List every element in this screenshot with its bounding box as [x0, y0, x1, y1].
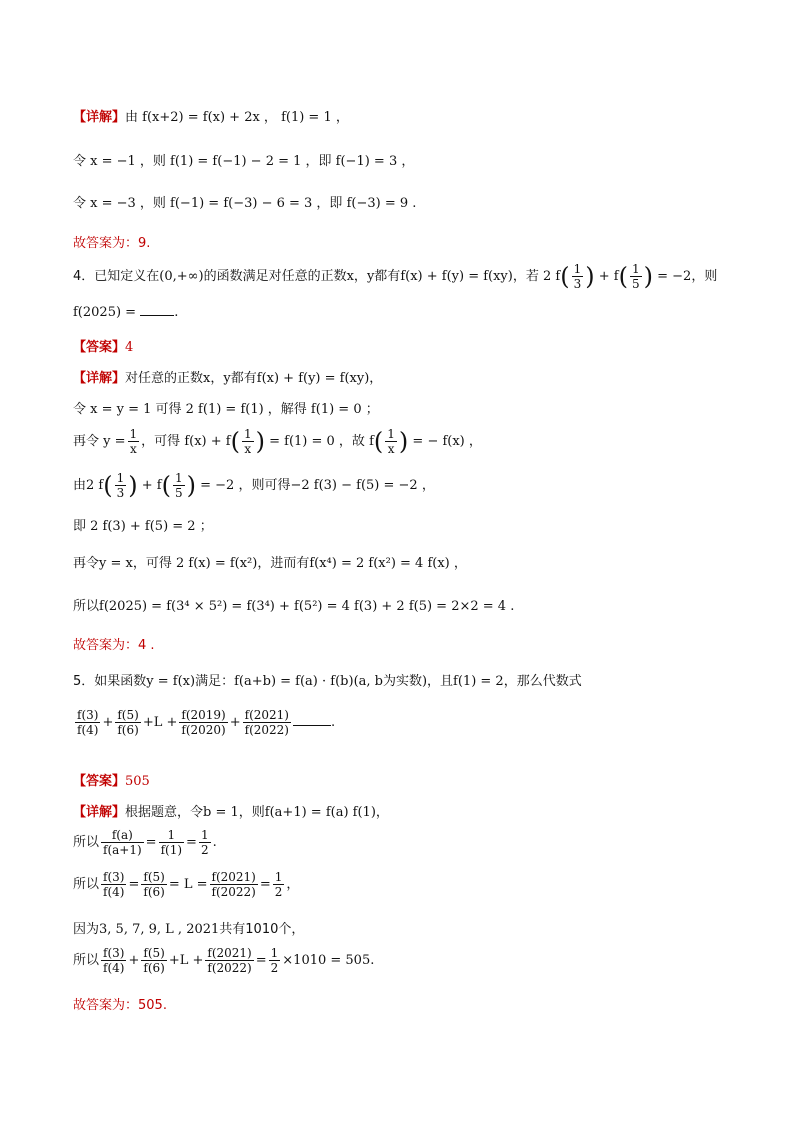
q4-frac-one-third: $\frac{1}{3}$	[573, 262, 582, 291]
q4-answer-line	[73, 336, 133, 355]
frac-one-fifth: $\frac{1}{5}$	[174, 471, 183, 500]
q5-stem-line: 5．如果函数y = f(x)满足：f(a+b) = f(a) · f(b)(a, b为实数)，且f(1) = 2，那么代数式	[73, 674, 582, 689]
q4-stem-text-d: 都有	[374, 269, 401, 284]
q5-detail-line-3: 所以 $\frac{f(3)}{f(4)}$ = $\frac{f(5)}{f(6)}$ = L = $\frac{f(2021)}{f(2022)}$ = $\frac{1}{2}$ ，	[73, 870, 300, 899]
q4-detail-line-1: 【详解】对任意的正数x，y都有f(x) + f(y) = f(xy)，	[73, 371, 383, 386]
q4-detail-line-4: 由2 f( $\frac{1}{3}$ ) + f( $\frac{1}{5}$ ) = −2 ，则可得−2 f(3) − f(5) = −2 ，	[73, 471, 435, 500]
frac-f3-f4: $\frac{f(3)}{f(4)}$	[77, 708, 99, 737]
frac-1-over-x: $\frac{1}{x}$	[243, 427, 252, 456]
frac-1-over-x: $\frac{1}{x}$	[129, 427, 138, 456]
q4-var-x: x	[346, 269, 354, 284]
frac-f2019-f2020: $\frac{f(2019)}{f(2020)}$	[181, 708, 226, 737]
q4-then: ，则	[691, 269, 718, 284]
q4-two-f: 2 f	[543, 269, 561, 284]
q4-final-answer: 故答案为：4 .	[73, 638, 155, 653]
q4-answer-value: 4	[125, 340, 134, 355]
frac-f2021-f2022: $\frac{f(2021)}{f(2022)}$	[244, 708, 289, 737]
q5-answer-line	[73, 770, 150, 789]
q4-frac-one-fifth: $\frac{1}{5}$	[631, 262, 640, 291]
q4-functional-eq: f(x) + f(y) = f(xy)	[400, 269, 513, 284]
frac-1-over-x: $\frac{1}{x}$	[387, 427, 395, 456]
frac-f5-f6: $\frac{f(5)}{f(6)}$	[117, 708, 139, 737]
q4-detail-line-5: 即 2 f(3) + f(5) = 2 ；	[73, 519, 213, 534]
q4-detail-line-7: 所以f(2025) = f(3⁴ × 5²) = f(3⁴) + f(5²) = 4 f(3) + 2 f(5) = 2×2 = 4 .	[73, 599, 515, 614]
q5-detail-line-4: 因为3, 5, 7, 9, L , 2021共有1010个，	[73, 922, 305, 937]
q4-domain: (0,+∞)	[159, 269, 204, 284]
detail-tag: 【详解】	[73, 805, 126, 820]
q4-stem-text-e: ，若	[512, 269, 539, 284]
answer-blank	[140, 303, 174, 316]
q5-detail-line-2: 所以 $\frac{f(a)}{f(a+1)}$ = $\frac{1}{f(1)}$ = $\frac{1}{2}$ .	[73, 828, 217, 857]
q5-detail-line-1: 【详解】根据题意，令b = 1，则f(a+1) = f(a) f(1)，	[73, 805, 389, 820]
q3-line-3: 令 x = −3 ，则 f(−1) = f(−3) − 6 = 3 ，即 f(−3) = 9 .	[73, 196, 417, 211]
q4-stem-line: 4．已知定义在(0,+∞)的函数满足对任意的正数x，y都有f(x) + f(y) = f(xy)，若 2 f( $\frac{1}{3}$ ) + f( $\frac{1}{5}$ ) = −2，则	[73, 262, 718, 291]
q4-f2025: f(2025) =	[73, 305, 137, 320]
q5-detail-line-5: 所以 $\frac{f(3)}{f(4)}$ + $\frac{f(5)}{f(6)}$ +L + $\frac{f(2021)}{f(2022)}$ = $\frac{1}{2}$ ×1010 = 505.	[73, 946, 375, 975]
q3-detail-line	[73, 106, 349, 125]
q5-answer-value: 505	[125, 774, 150, 789]
frac-one-third: $\frac{1}{3}$	[116, 471, 125, 500]
q4-stem-line-2: f(2025) = .	[73, 305, 179, 320]
q4-var-y: y	[366, 269, 375, 284]
answer-blank	[293, 713, 331, 726]
detail-tag: 【详解】	[73, 371, 126, 386]
q4-f: f	[613, 269, 619, 284]
q4-stem-text-a: 4．已知定义在	[73, 269, 160, 284]
q4-stem-text-b: 的函数满足对任意的正数	[203, 269, 347, 284]
answer-tag: 【答案】	[73, 340, 126, 355]
q3-detail-text: 由 f(x+2) = f(x) + 2x ， f(1) = 1 ，	[125, 110, 349, 125]
q5-final-answer: 故答案为：505.	[73, 998, 167, 1013]
q4-detail-line-3: 再令 y = $\frac{1}{x}$ ，可得 f(x) + f( $\frac{1}{x}$ ) = f(1) = 0 ，故 f( $\frac{1}{x}$ ) = − f(x) ，	[73, 427, 482, 456]
answer-tag: 【答案】	[73, 774, 126, 789]
q5-expression-line: $\frac{f(3)}{f(4)}$ + $\frac{f(5)}{f(6)}$ +L + $\frac{f(2019)}{f(2020)}$ + $\frac{f(2021)}{f(2022)}$ .	[77, 708, 336, 737]
q4-rhs: = −2	[657, 269, 692, 284]
q3-final-answer: 故答案为：9.	[73, 236, 151, 251]
q3-line-2: 令 x = −1 ，则 f(1) = f(−1) − 2 = 1 ，即 f(−1) = 3 ，	[73, 154, 415, 169]
q4-detail-line-2: 令 x = y = 1 可得 2 f(1) = f(1) ，解得 f(1) = 0 ；	[73, 402, 379, 417]
q4-detail-line-6: 再令y = x，可得 2 f(x) = f(x²)，进而有f(x⁴) = 2 f(x²) = 4 f(x) ，	[73, 556, 467, 571]
q4-comma: ，	[353, 269, 367, 284]
detail-tag: 【详解】	[73, 110, 126, 125]
